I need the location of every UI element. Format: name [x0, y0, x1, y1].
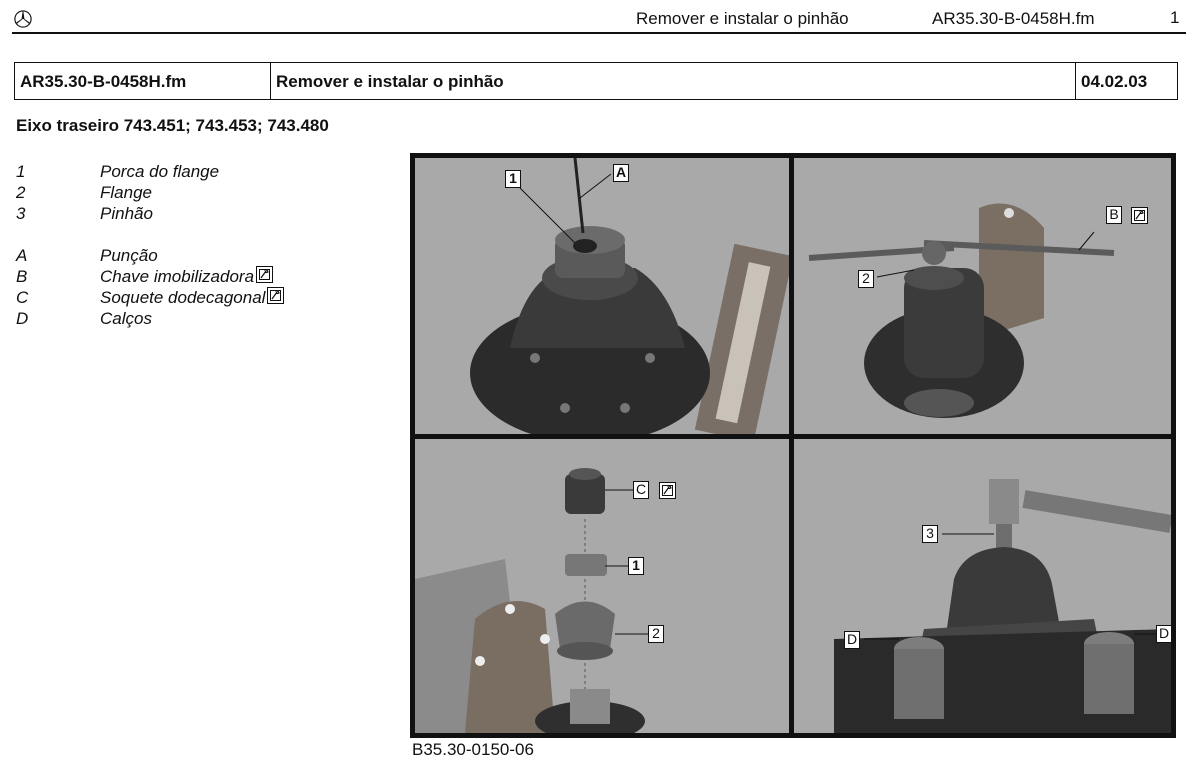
title-cell: Remover e instalar o pinhão	[271, 63, 1076, 99]
special-tool-icon	[659, 482, 676, 499]
photo-panel-exploded	[415, 439, 789, 733]
legend-item	[16, 182, 284, 203]
legend-label: Flange	[100, 183, 152, 202]
special-tool-icon	[256, 266, 273, 283]
callout-2: 2	[858, 270, 874, 288]
legend-label: Pinhão	[100, 204, 153, 223]
legend-item	[16, 161, 284, 182]
legend	[16, 161, 284, 329]
photo-panel-press-out	[794, 439, 1171, 733]
photo-panel-holding-wrench	[794, 158, 1171, 434]
callout-D: D	[844, 631, 860, 649]
callout-B: B	[1106, 206, 1122, 224]
special-tool-icon	[267, 287, 284, 304]
legend-key: A	[16, 246, 28, 265]
header-doc-id: AR35.30-B-0458H.fm	[932, 9, 1095, 28]
callout-A: A	[613, 164, 629, 182]
mercedes-star-icon	[14, 10, 32, 28]
legend-key: B	[16, 267, 28, 286]
legend-key: C	[16, 288, 29, 307]
axle-subtitle: Eixo traseiro 743.451; 743.453; 743.480	[16, 116, 329, 135]
differential-photo	[415, 158, 789, 434]
header-rule	[12, 32, 1186, 34]
title-table	[14, 62, 1178, 100]
date-cell: 04.02.03	[1081, 72, 1148, 91]
procedure-figure	[410, 153, 1176, 738]
legend-item	[16, 308, 284, 329]
figure-caption: B35.30-0150-06	[412, 740, 534, 759]
legend-key: D	[16, 309, 29, 328]
callout-3: 3	[922, 525, 938, 543]
legend-label: Calços	[100, 309, 152, 328]
legend-key: 1	[16, 162, 26, 181]
callout-1: 1	[505, 170, 521, 188]
legend-item	[16, 245, 284, 266]
exploded-parts-photo	[415, 439, 789, 733]
legend-key: 3	[16, 204, 26, 223]
callout-C: C	[633, 481, 649, 499]
doc-id-cell: AR35.30-B-0458H.fm	[15, 63, 271, 99]
special-tool-icon	[1131, 207, 1148, 224]
legend-item	[16, 287, 284, 308]
legend-label: Porca do flange	[100, 162, 220, 181]
callout-D: D	[1156, 625, 1171, 643]
header-title: Remover e instalar o pinhão	[636, 9, 849, 28]
callout-1: 1	[628, 557, 644, 575]
legend-item	[16, 203, 284, 224]
press-photo	[794, 439, 1171, 733]
photo-panel-punch	[415, 158, 789, 434]
legend-item	[16, 266, 284, 287]
wrench-photo	[794, 158, 1171, 434]
legend-label: Chave imobilizadora	[100, 267, 255, 286]
legend-spacer	[16, 224, 284, 245]
legend-key: 2	[16, 183, 26, 202]
page-number: 1	[1170, 8, 1180, 27]
callout-2: 2	[648, 625, 664, 643]
legend-label: Punção	[100, 246, 158, 265]
legend-label: Soquete dodecagonal	[100, 288, 266, 307]
